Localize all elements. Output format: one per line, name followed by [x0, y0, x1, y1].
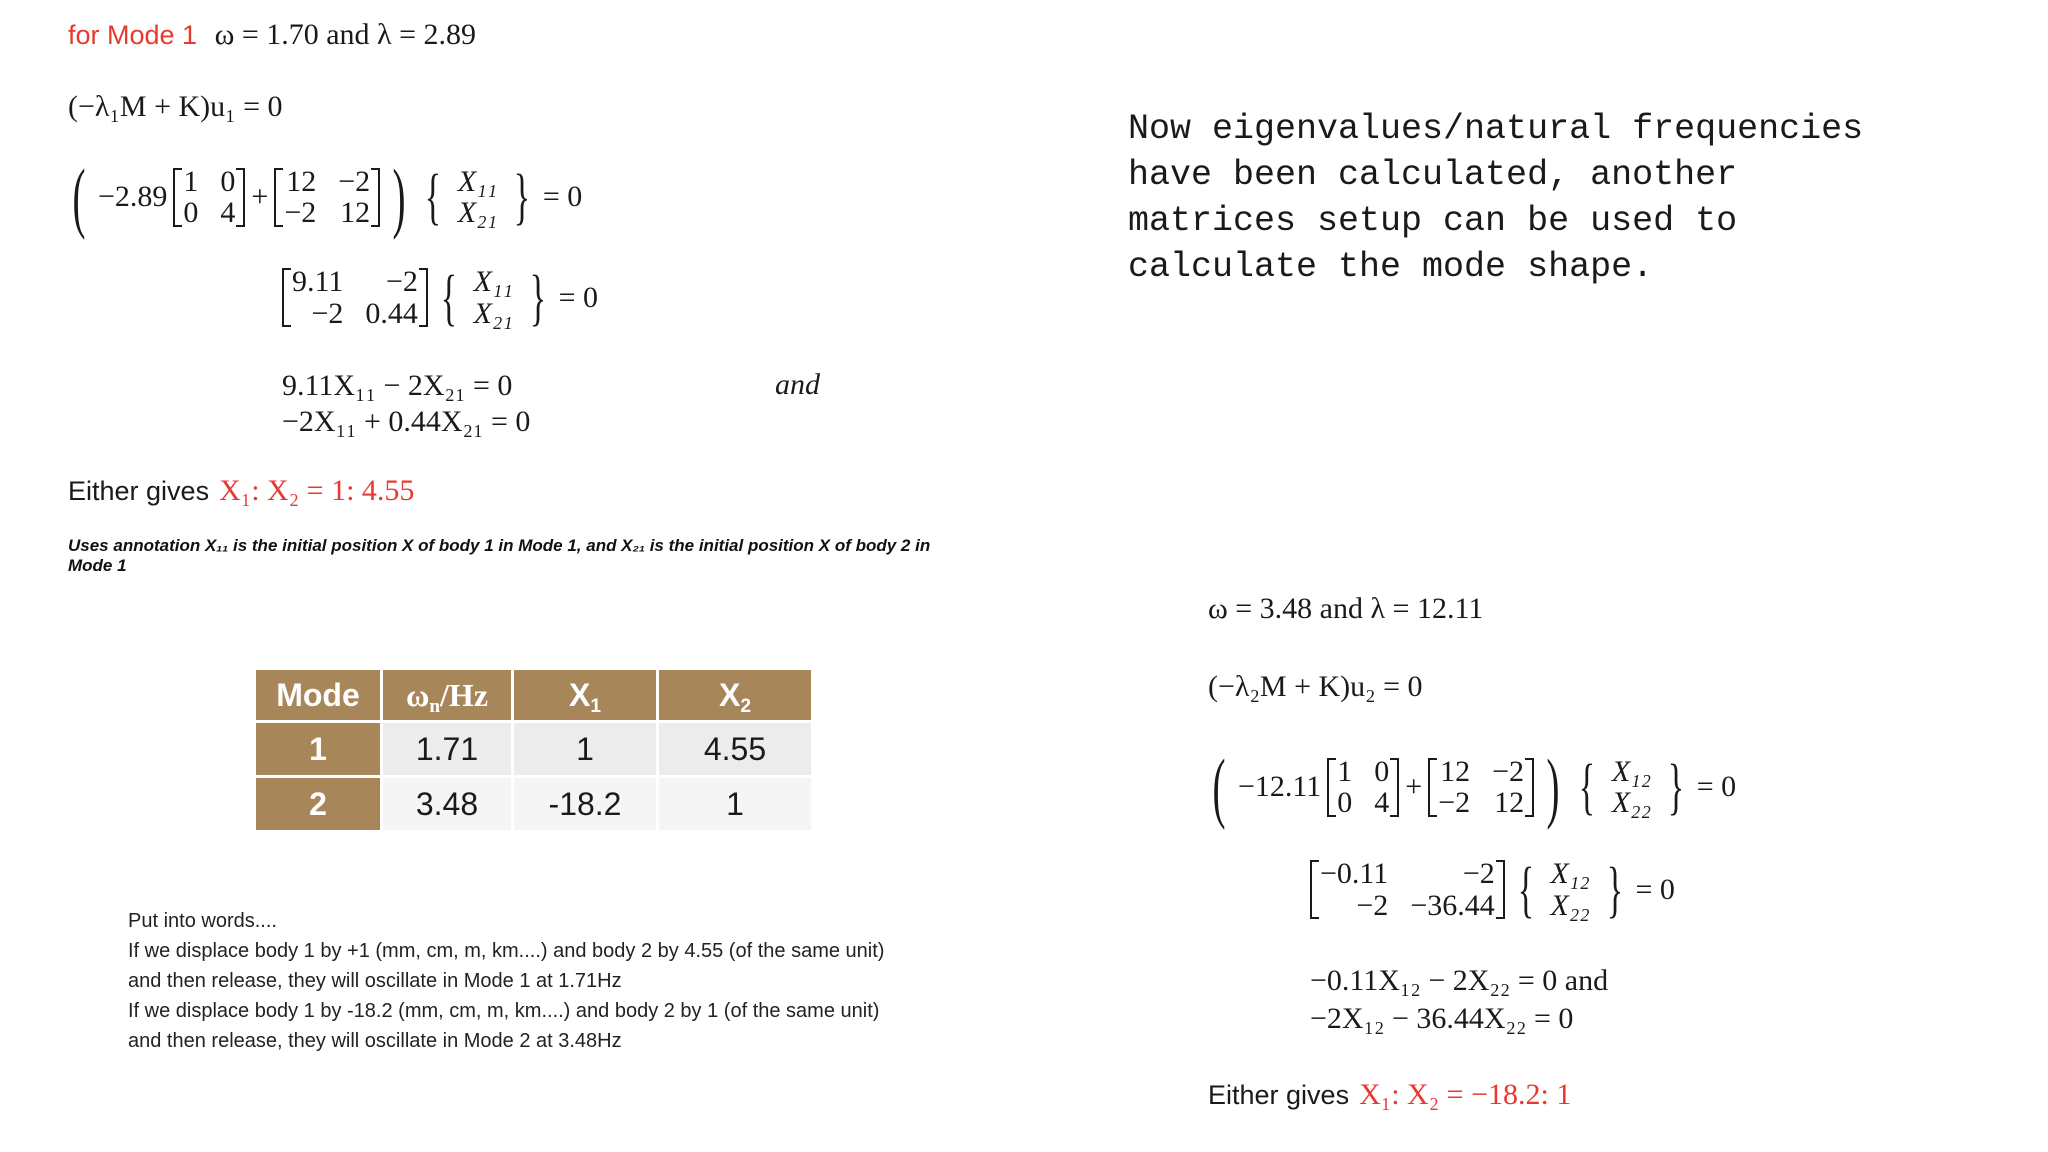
- mode1-result: [68, 474, 414, 508]
- mode2-linear-equations: [1310, 962, 1608, 1038]
- annotation-note: Uses annotation X₁₁ is the initial position X of body 1 in Mode 1, and X₂₁ is the initial position X of body 2 in Mode 1: [68, 536, 931, 575]
- mode1-linear-line2: −2X₁₁ + 0.44X₂₁ = 0: [282, 405, 531, 438]
- mode1-lambda-scalar: −2.89: [97, 180, 168, 213]
- either-gives-label: Either gives: [68, 476, 210, 506]
- header-omega: $\omega_n/Hz$: [382, 670, 513, 722]
- explanation-note: Now eigenvalues/natural frequencies have been calculated, another matrices setup can be used to calculate the mode shape.: [1128, 109, 1864, 287]
- mode1-label: for Mode 1: [68, 20, 198, 50]
- table-row: 1 1.71 1 4.55: [256, 722, 813, 777]
- header-x1: $X_1$: [513, 670, 658, 722]
- mode1-linear-equations: [282, 368, 530, 440]
- mode2-eigen-equation: (−λ₂M + K)u₂ = 0: [1208, 670, 1423, 703]
- mode2-lambda-scalar: −12.11: [1237, 770, 1322, 803]
- mode-shape-table: [256, 670, 814, 830]
- mass-matrix: 1 0 0 4: [173, 166, 245, 229]
- mode1-ratio: X₁: X₂ = 1: 4.55: [219, 474, 415, 507]
- header-mode: Mode: [256, 670, 382, 722]
- put-into-words: Put into words.... If we displace body 1 by +1 (mm, cm, m, km....) and body 2 by 4.55 (of the same unit) and then release, they will oscillate in Mode 1 at 1.71Hz If we displace body 1 by -18.2 (mm, cm, m, km....) and body 2 by 1 (of the same unit) and then release, they will oscillate in Mode 2 at 3.48Hz: [128, 906, 884, 1056]
- mode1-omega-lambda: ω = 1.70 and λ = 2.89: [214, 18, 477, 51]
- table-row: 2 3.48 -18.2 1: [256, 777, 813, 831]
- mode2-matrix-setup: ( −12.11 1 0 0 4 + 12 −2 −2 12 ) { X₁₂ X₂₂ } = 0: [1212, 743, 1737, 830]
- mode2-omega-lambda: ω = 3.48 and λ = 12.11: [1208, 592, 1484, 625]
- mode1-eigen-equation: (−λ₁M + K)u₁ = 0: [68, 90, 283, 123]
- mode1-reduced-matrix: 9.11 −2 −2 0.44 { X₁₁ X₂₁ } = 0: [282, 266, 598, 329]
- stiffness-matrix: 12 −2 −2 12: [274, 166, 380, 229]
- mode2-linear-line2: −2X₁₂ − 36.44X₂₂ = 0: [1310, 1002, 1574, 1035]
- mode1-displacement-vector: X₁₁ X₂₁: [457, 164, 498, 229]
- mode2-linear-line1: −0.11X₁₂ − 2X₂₂ = 0 and: [1310, 964, 1609, 997]
- words-title: Put into words....: [128, 910, 277, 932]
- mode2-ratio: X₁: X₂ = −18.2: 1: [1359, 1078, 1572, 1111]
- mode1-matrix-setup: ( −2.89 1 0 0 4 + 12 −2 −2 12 ) { X₁₁ X₂₁ } = 0: [72, 153, 583, 240]
- header-x2: $X_2$: [658, 670, 813, 722]
- mode1-heading: [68, 18, 476, 52]
- mode1-linear-line1: 9.11X₁₁ − 2X₂₁ = 0: [282, 369, 513, 402]
- mode2-result: Either gives X₁: X₂ = −18.2: 1: [1208, 1078, 1572, 1111]
- mode2-reduced-matrix: −0.11 −2 −2 −36.44 { X₁₂ X₂₂ } = 0: [1310, 858, 1675, 921]
- and-label: and: [775, 368, 820, 401]
- table-header-row: [256, 670, 813, 722]
